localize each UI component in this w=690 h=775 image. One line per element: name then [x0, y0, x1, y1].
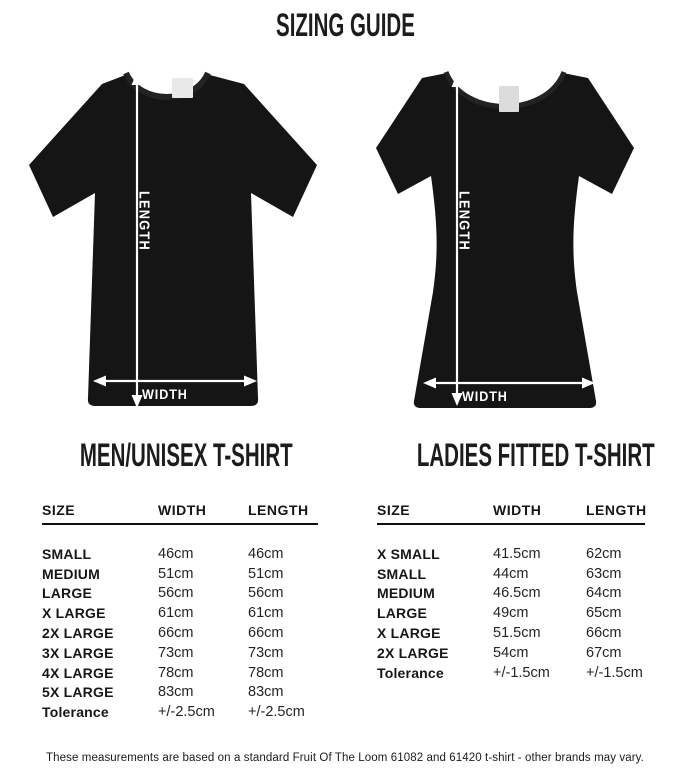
size-cell: 2X LARGE	[42, 625, 114, 642]
table-header-row	[377, 502, 645, 525]
size-cell: LARGE	[377, 605, 427, 622]
size-cell: X LARGE	[42, 605, 106, 622]
ladies-tshirt-illustration	[350, 60, 670, 415]
length-cell: 78cm	[248, 664, 284, 681]
mens-tshirt-illustration	[20, 60, 330, 410]
ladies-tshirt-figure	[350, 60, 670, 415]
size-cell: 2X LARGE	[377, 644, 449, 661]
table-row	[42, 643, 318, 663]
table-row	[377, 544, 645, 564]
width-cell: 54cm	[493, 644, 529, 661]
page-title-text: SIZING GUIDE	[275, 7, 415, 43]
length-cell: 66cm	[586, 625, 622, 642]
mens-tshirt-figure	[20, 60, 330, 410]
size-cell: Tolerance	[42, 704, 109, 721]
length-cell: 62cm	[586, 545, 622, 562]
length-cell: 66cm	[248, 625, 284, 642]
length-cell: 61cm	[248, 605, 284, 622]
ladies-section-heading	[350, 438, 670, 472]
length-cell: 73cm	[248, 644, 284, 661]
mens-width-label: WIDTH	[142, 386, 188, 402]
width-cell: 44cm	[493, 565, 529, 582]
mens-neck-tag	[172, 78, 193, 98]
table-row	[377, 564, 645, 584]
width-cell: 73cm	[158, 644, 194, 661]
width-cell: 41.5cm	[493, 545, 541, 562]
ladies-tshirt-body	[376, 73, 634, 408]
mens-section-heading	[20, 438, 330, 472]
length-cell: 63cm	[586, 565, 622, 582]
size-cell: X SMALL	[377, 545, 440, 562]
ladies-width-label: WIDTH	[462, 388, 508, 404]
length-cell: +/-1.5cm	[586, 664, 643, 681]
size-cell: MEDIUM	[377, 585, 435, 602]
table-row	[42, 564, 318, 584]
length-column-header: LENGTH	[248, 502, 309, 518]
ladies-neck-tag	[499, 86, 519, 112]
width-cell: 51.5cm	[493, 625, 541, 642]
table-row	[42, 584, 318, 604]
size-cell: LARGE	[42, 585, 92, 602]
mens-section-heading-text: MEN/UNISEX T-SHIRT	[79, 437, 293, 473]
table-row	[377, 603, 645, 623]
size-cell: 4X LARGE	[42, 664, 114, 681]
size-cell: 3X LARGE	[42, 644, 114, 661]
table-row-tolerance	[377, 663, 645, 683]
size-cell: 5X LARGE	[42, 684, 114, 701]
length-cell: 67cm	[586, 644, 622, 661]
ladies-section-heading-text: LADIES FITTED T-SHIRT	[416, 437, 655, 473]
length-cell: 56cm	[248, 585, 284, 602]
size-cell: SMALL	[42, 545, 92, 562]
width-cell: 51cm	[158, 565, 194, 582]
table-row	[377, 643, 645, 663]
length-cell: 46cm	[248, 545, 284, 562]
table-row	[42, 663, 318, 683]
table-row-tolerance	[42, 702, 318, 722]
mens-size-table	[42, 502, 318, 722]
ladies-length-label: LENGTH	[455, 190, 473, 252]
width-column-header: WIDTH	[158, 502, 207, 518]
mens-length-label: LENGTH	[135, 190, 153, 252]
width-cell: +/-1.5cm	[493, 664, 550, 681]
width-cell: 66cm	[158, 625, 194, 642]
width-cell: 46.5cm	[493, 585, 541, 602]
size-column-header: SIZE	[377, 502, 411, 518]
size-cell: X LARGE	[377, 625, 441, 642]
size-column-header: SIZE	[42, 502, 76, 518]
length-cell: 51cm	[248, 565, 284, 582]
table-row	[377, 623, 645, 643]
width-column-header: WIDTH	[493, 502, 542, 518]
size-cell: Tolerance	[377, 664, 444, 681]
width-cell: 61cm	[158, 605, 194, 622]
width-cell: 46cm	[158, 545, 194, 562]
table-row	[42, 623, 318, 643]
table-row	[377, 584, 645, 604]
length-column-header: LENGTH	[586, 502, 647, 518]
width-cell: 49cm	[493, 605, 529, 622]
length-cell: 64cm	[586, 585, 622, 602]
table-header-row	[42, 502, 318, 525]
ladies-size-table	[377, 502, 645, 683]
table-row	[42, 603, 318, 623]
table-body	[377, 544, 645, 683]
width-cell: 56cm	[158, 585, 194, 602]
length-cell: 83cm	[248, 684, 284, 701]
length-cell: +/-2.5cm	[248, 704, 305, 721]
width-cell: 78cm	[158, 664, 194, 681]
width-cell: 83cm	[158, 684, 194, 701]
disclaimer-text: These measurements are based on a standard Fruit Of The Loom 61082 and 61420 t-shirt - other brands may vary.	[46, 752, 644, 764]
table-row	[42, 544, 318, 564]
width-cell: +/-2.5cm	[158, 704, 215, 721]
size-cell: MEDIUM	[42, 565, 100, 582]
size-cell: SMALL	[377, 565, 427, 582]
table-body	[42, 544, 318, 722]
mens-tshirt-body	[29, 74, 317, 406]
length-cell: 65cm	[586, 605, 622, 622]
table-row	[42, 683, 318, 703]
page-title	[0, 8, 690, 42]
